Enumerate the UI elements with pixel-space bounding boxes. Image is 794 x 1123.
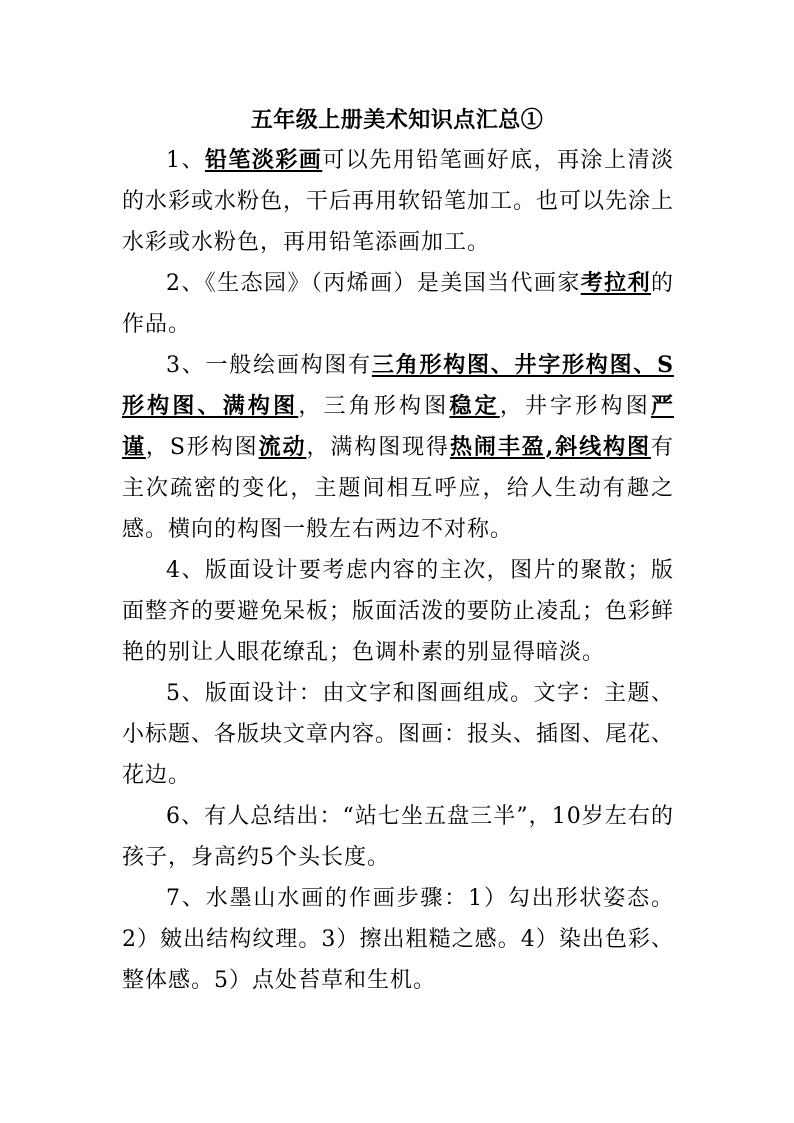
- paragraph-text: 6、有人总结出：“站七坐五盘三半”，10岁左右的孩子，身高约5个头长度。: [122, 804, 674, 870]
- paragraph: [122, 796, 674, 878]
- key-term: 三角形构图、井字形构图、S形构图、满构图: [122, 352, 675, 419]
- paragraph: [122, 878, 674, 1001]
- paragraph-text: 可以先用铅笔画好底，再涂上清淡的水彩或水粉色，干后再用软铅笔加工。也可以先涂上水彩或水粉色，再用铅笔添画加工。: [122, 148, 675, 255]
- paragraph-text: 3、一般绘画构图有: [166, 353, 372, 378]
- key-term: 热闹丰盈,斜线构图: [449, 434, 651, 460]
- paragraph-text: ，满构图现得: [306, 435, 450, 460]
- paragraph-text: 7、水墨山水画的作画步骤：1）勾出形状姿态。2）皴出结构纹理。3）擦出粗糙之感。4）染出色彩、整体感。5）点处苔草和生机。: [122, 886, 674, 993]
- paragraph: [122, 550, 674, 673]
- paragraph-text: 的作品。: [122, 271, 674, 337]
- key-term: 考拉利: [580, 270, 651, 296]
- paragraph-text: ，井字形构图: [499, 394, 651, 419]
- key-term: 稳定: [449, 393, 500, 419]
- paragraph: [122, 263, 674, 345]
- paragraph: [122, 140, 674, 263]
- document-title: 五年级上册美术知识点汇总①: [250, 107, 544, 133]
- paragraph-text: ，三角形构图: [298, 394, 450, 419]
- paragraph: [122, 673, 674, 796]
- key-term: 铅笔淡彩画: [204, 147, 323, 173]
- paragraph-text: 2、《生态园》（丙烯画）是美国当代画家: [166, 271, 581, 296]
- key-term: 严谨: [122, 393, 674, 460]
- paragraph-text: 5、版面设计：由文字和图画组成。文字：主题、小标题、各版块文章内容。图画：报头、插图、尾花、花边。: [122, 681, 675, 788]
- key-term: 流动: [258, 434, 307, 460]
- paragraph-text: 1、: [166, 148, 205, 173]
- paragraph-text: 4、版面设计要考虑内容的主次，图片的聚散；版面整齐的要避免呆板；版面活泼的要防止凌乱；色彩鲜艳的别让人眼花缭乱；色调朴素的别显得暗淡。: [122, 558, 675, 665]
- paragraph-text: ，S形构图: [145, 435, 259, 460]
- paragraph-text: 有主次疏密的变化，主题间相互呼应，给人生动有趣之感。横向的构图一般左右两边不对称。: [122, 435, 674, 542]
- paragraph: [122, 345, 674, 550]
- document-body: [122, 140, 674, 1001]
